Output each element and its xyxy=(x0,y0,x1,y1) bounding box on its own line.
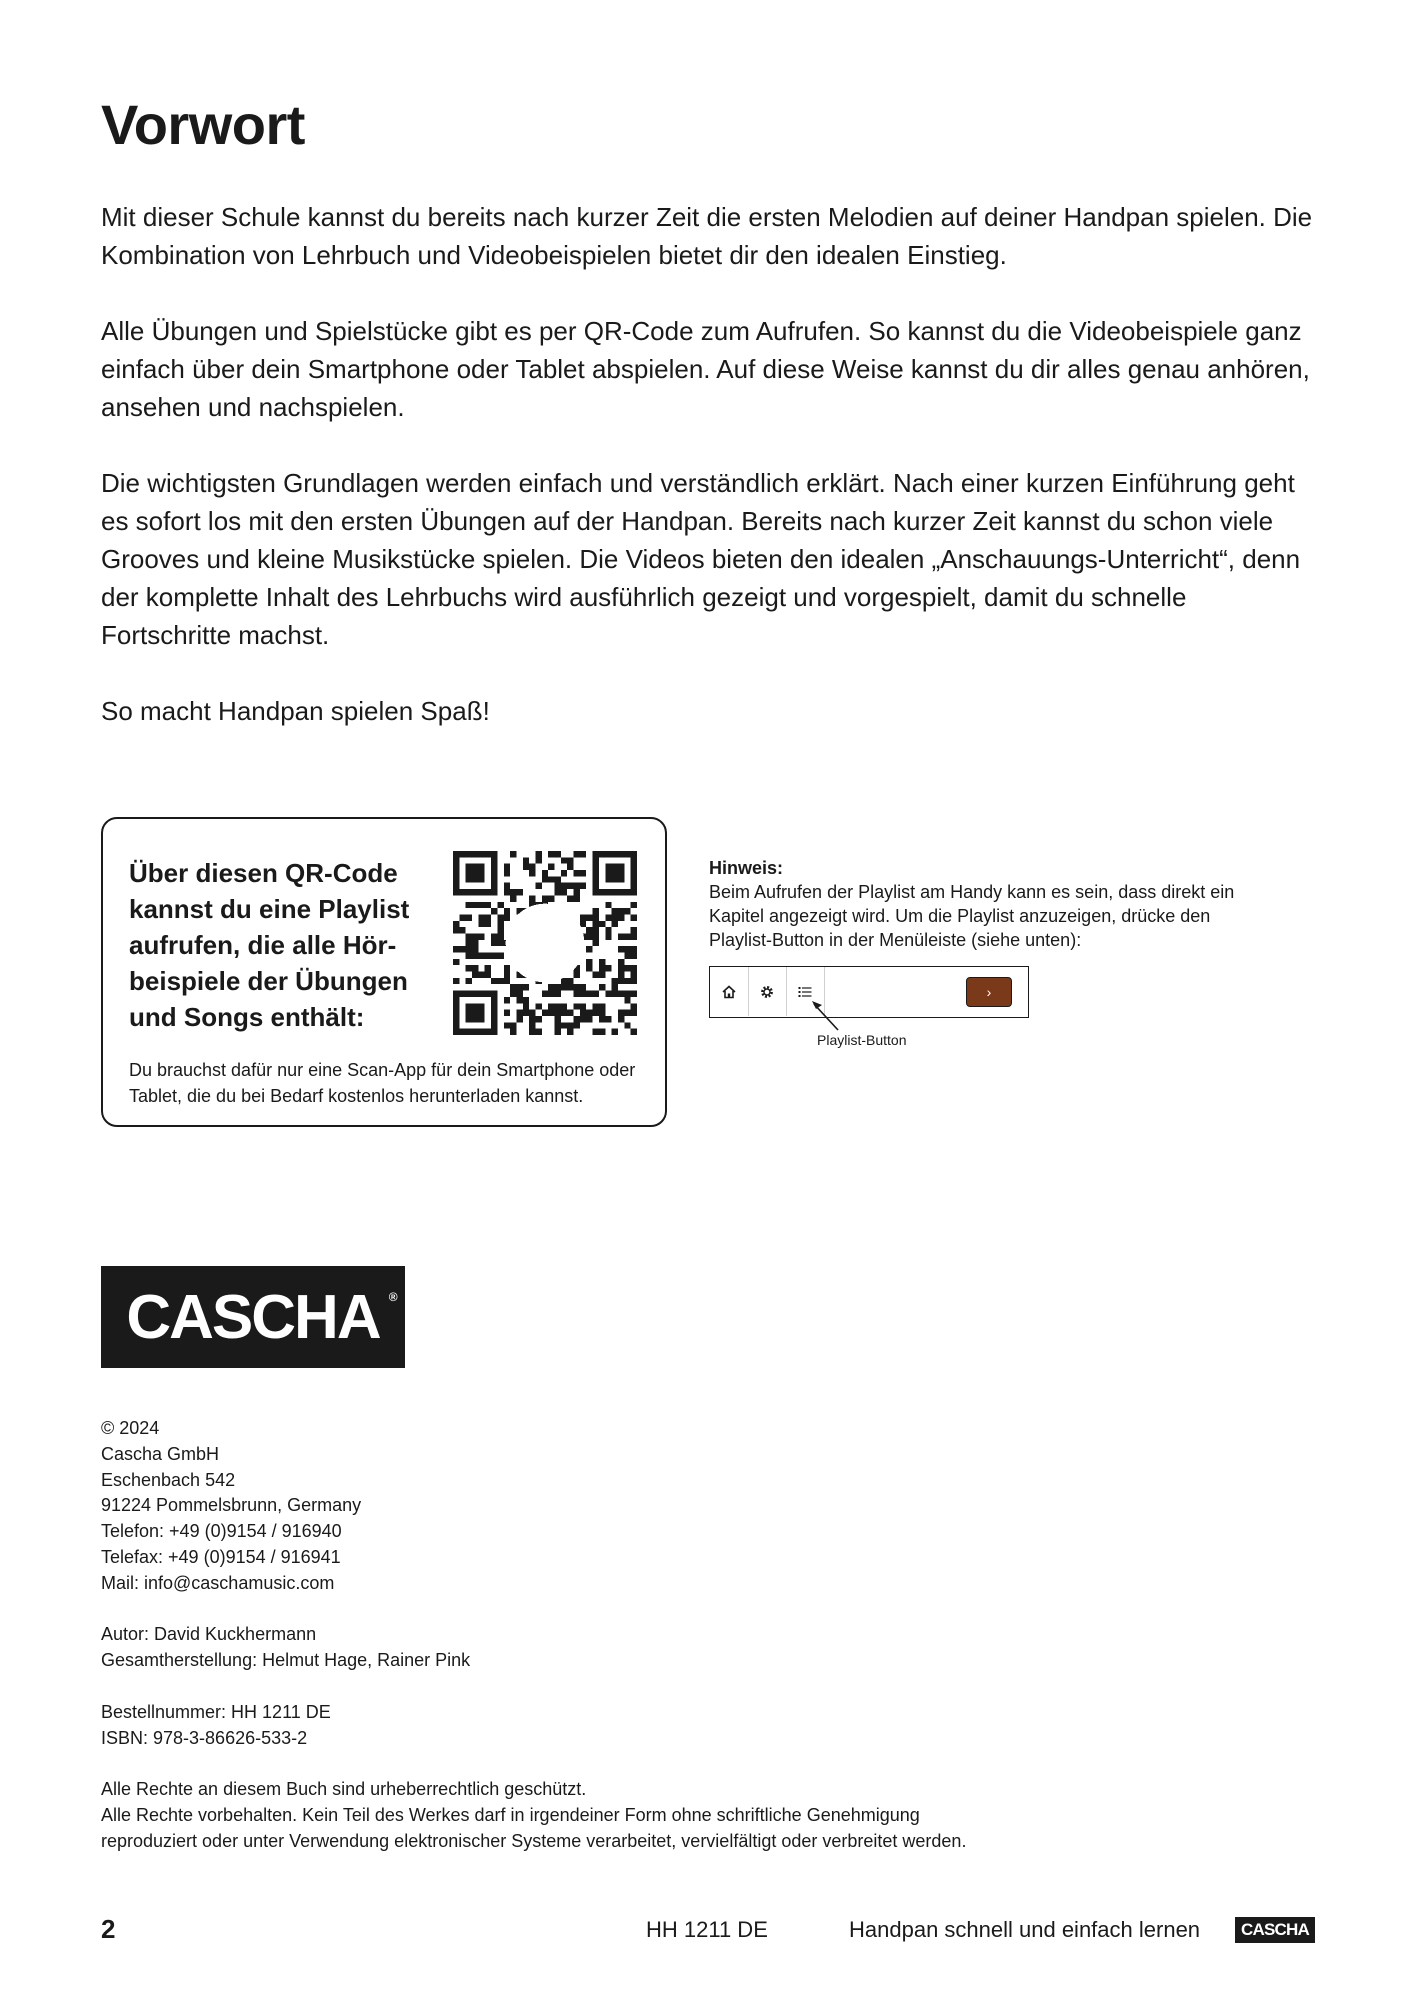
imprint-line: ISBN: 978-3-86626-533-2 xyxy=(101,1727,308,1748)
footer-logo: CASCHA xyxy=(1235,1917,1315,1943)
imprint-order xyxy=(101,1700,1101,1752)
logo-text: CASCHA xyxy=(126,1282,380,1352)
imprint-line: Autor: David Kuckhermann xyxy=(101,1624,317,1645)
imprint-rights xyxy=(101,1777,1101,1854)
imprint-line: Alle Rechte an diesem Buch sind urheberrechtlich geschützt. xyxy=(101,1779,587,1800)
playlist-button-label: Playlist-Button xyxy=(817,1032,907,1048)
imprint-address xyxy=(101,1416,1101,1597)
qr-box-heading: Über diesen QR-Code kannst du eine Playlist aufrufen, die alle Hör-beispiele der Übungen und Songs enthält: xyxy=(129,858,410,1032)
imprint-line: reproduziert oder unter Verwendung elektronischer Systeme verarbeitet, vervielfältigt oder verbreitet werden. xyxy=(101,1830,967,1851)
arrow-pointer-icon xyxy=(808,998,848,1032)
page-title: Vorwort xyxy=(101,93,305,156)
imprint-line: Cascha GmbH xyxy=(101,1443,220,1464)
footer-book-title: Handpan schnell und einfach lernen xyxy=(849,1917,1201,1942)
footer-order-code: HH 1211 DE xyxy=(646,1917,768,1942)
registered-mark: ® xyxy=(388,1289,398,1304)
next-button[interactable]: › xyxy=(966,977,1012,1007)
imprint-line: Telefon: +49 (0)9154 / 916940 xyxy=(101,1521,342,1542)
home-icon[interactable] xyxy=(710,967,749,1016)
imprint xyxy=(101,1416,1101,1880)
intro-paragraph: So macht Handpan spielen Spaß! xyxy=(101,696,490,726)
imprint-line: Eschenbach 542 xyxy=(101,1469,236,1490)
intro-text xyxy=(101,198,1321,768)
imprint-line: 91224 Pommelsbrunn, Germany xyxy=(101,1495,362,1516)
imprint-email[interactable]: Mail: info@caschamusic.com xyxy=(101,1572,335,1593)
hint-title: Hinweis: xyxy=(709,858,784,878)
hint-section xyxy=(709,856,1269,952)
qr-box-subtext: Du brauchst dafür nur eine Scan-App für dein Smartphone oder Tablet, die du bei Bedarf kostenlos herunterladen kannst. xyxy=(129,1060,636,1106)
intro-paragraph: Die wichtigsten Grundlagen werden einfach und verständlich erklärt. Nach einer kurzen Einführung geht es sofort los mit den ersten Übungen auf der Handpan. Bereits nach kurzer Zeit kannst du schon viele Grooves und kleine Musikstücke spielen. Die Videos bieten den idealen „Anschauungs-Unterricht“, denn der komplette Inhalt des Lehrbuchs wird ausführlich gezeigt und vorgespielt, damit du schnelle Fortschritte machst. xyxy=(101,468,1301,650)
imprint-line: Telefax: +49 (0)9154 / 916941 xyxy=(101,1546,341,1567)
qr-code[interactable] xyxy=(453,851,637,1035)
imprint-credits xyxy=(101,1622,1101,1674)
intro-paragraph: Alle Übungen und Spielstücke gibt es per QR-Code zum Aufrufen. So kannst du die Videobeispiele ganz einfach über dein Smartphone oder Tablet abspielen. Auf diese Weise kannst du dir alles genau anhören, ansehen und nachspielen. xyxy=(101,316,1310,422)
qr-info-box xyxy=(101,817,667,1127)
hint-text: Beim Aufrufen der Playlist am Handy kann es sein, dass direkt ein Kapitel angezeigt wird. Um die Playlist anzuzeigen, drücke den Playlist-Button in der Menüleiste (siehe unten): xyxy=(709,882,1235,950)
cascha-logo xyxy=(101,1266,405,1368)
page-number: 2 xyxy=(101,1914,116,1944)
menu-bar-illustration xyxy=(709,966,1029,1018)
imprint-line: Gesamtherstellung: Helmut Hage, Rainer Pink xyxy=(101,1650,471,1671)
intro-paragraph: Mit dieser Schule kannst du bereits nach kurzer Zeit die ersten Melodien auf deiner Handpan spielen. Die Kombination von Lehrbuch und Videobeispielen bietet dir den idealen Einstieg. xyxy=(101,202,1313,270)
imprint-line: © 2024 xyxy=(101,1418,160,1438)
imprint-line: Bestellnummer: HH 1211 DE xyxy=(101,1701,331,1722)
gear-icon[interactable] xyxy=(748,967,787,1016)
imprint-line: Alle Rechte vorbehalten. Kein Teil des Werkes darf in irgendeiner Form ohne schriftliche Genehmigung xyxy=(101,1804,920,1825)
